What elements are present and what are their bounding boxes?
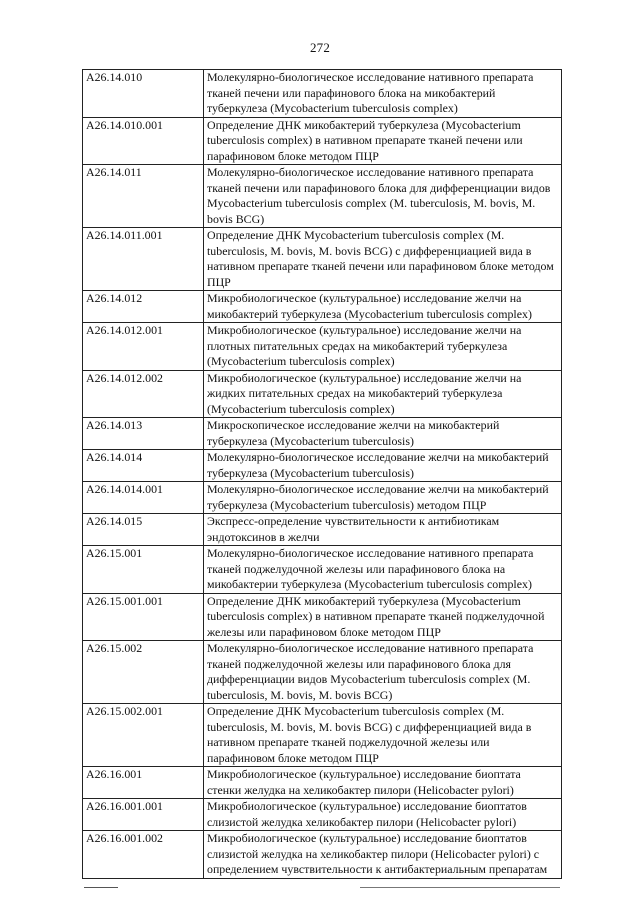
description-line: железы или парафиновом блоке методом ПЦР [207,624,441,639]
description-line: Определение ДНК Mycobacterium tuberculosis complex (M. [207,228,505,242]
table-row [83,291,562,323]
description-line: Микробиологическое (культуральное) исследование биоптата [207,767,521,781]
description-line: слизистой желудка хеликобактер пилори (Helicobacter pylori) [207,814,517,829]
service-code-cell: A26.14.010 [83,70,204,118]
description-line: туберкулеза (Mycobacterium tuberculosis complex) [207,101,458,115]
table-row [83,799,562,831]
service-code-cell: A26.15.001.001 [83,593,204,641]
description-line: Микроскопическое исследование желчи на микобактерий [207,418,500,432]
description-line: tuberculosis complex) в нативном препарате тканей печени или [207,133,523,147]
description-line: микобактерии туберкулеза (Mycobacterium tuberculosis complex) [207,577,532,591]
description-line: Молекулярно-биологическое исследование желчи на микобактерий [207,482,549,496]
page-number: 272 [309,40,331,55]
description-line: Микробиологическое (культуральное) исследование биоптатов [207,799,527,813]
description-line: тканей поджелудочной железы или парафинового блока для [207,656,511,671]
service-code-cell: A26.16.001.002 [83,831,204,879]
service-code-cell: A26.14.015 [83,514,204,546]
description-line: дифференциации видов Mycobacterium tuberculosis complex (M. [207,672,531,686]
service-code-cell: A26.14.011 [83,165,204,228]
description-line: нативном препарате тканей печени или парафиновом блоке методом [207,259,554,273]
service-code-cell: A26.15.002.001 [83,704,204,767]
description-line: (Mycobacterium tuberculosis complex) [207,354,395,368]
service-code-cell: A26.14.013 [83,418,204,450]
description-line: bovis BCG) [207,211,265,226]
service-code-cell: A26.14.012.001 [83,323,204,371]
service-code-cell: A26.14.010.001 [83,117,204,165]
table-row [83,450,562,482]
service-description-cell [204,117,562,165]
description-line: плотных питательных средах на микобактерий туберкулеза [207,338,508,353]
service-description-cell [204,799,562,831]
service-description-cell [204,228,562,291]
service-code-cell: A26.14.014.001 [83,482,204,514]
bottom-divider-right [360,887,560,888]
description-line: Молекулярно-биологическое исследование желчи на микобактерий [207,450,549,464]
description-line: tuberculosis, M. bovis, M. bovis BCG) с дифференциацией вида в [207,719,532,734]
service-description-cell [204,482,562,514]
service-description-cell [204,70,562,118]
description-line: Mycobacterium tuberculosis complex (M. tuberculosis, M. bovis, M. [207,196,536,210]
description-line: жидких питательных средах на микобактерий туберкулеза [207,386,503,400]
table-row [83,514,562,546]
description-line: Микробиологическое (культуральное) исследование желчи на [207,370,522,385]
service-code-cell: A26.14.014 [83,450,204,482]
description-line: Микробиологическое (культуральное) исследование биоптатов [207,831,527,845]
description-line: Молекулярно-биологическое исследование нативного препарата [207,165,534,179]
description-line: Определение ДНК микобактерий туберкулеза (Mycobacterium [207,593,521,608]
service-description-cell [204,546,562,594]
service-description-cell [204,593,562,641]
service-description-cell [204,704,562,767]
description-line: тканей печени или парафинового блока для дифференциации видов [207,180,551,195]
service-code-cell: A26.14.011.001 [83,228,204,291]
description-line: tuberculosis, M. bovis, M. bovis BCG) [207,687,393,702]
table-row [83,117,562,165]
service-description-cell [204,767,562,799]
table-row [83,546,562,594]
service-code-cell: A26.14.012 [83,291,204,323]
service-description-cell [204,641,562,704]
service-description-cell [204,291,562,323]
table-row [83,165,562,228]
service-description-cell [204,450,562,482]
description-line: туберкулеза (Mycobacterium tuberculosis) методом ПЦР [207,497,487,512]
description-line: туберкулеза (Mycobacterium tuberculosis) [207,465,414,480]
service-description-cell [204,165,562,228]
table-row [83,370,562,418]
description-line: туберкулеза (Mycobacterium tuberculosis) [207,433,414,448]
table-row [83,418,562,450]
description-line: ПЦР [207,274,231,289]
service-code-cell: A26.16.001 [83,767,204,799]
description-line: Молекулярно-биологическое исследование нативного препарата [207,546,534,560]
service-description-cell [204,418,562,450]
table-row [83,70,562,118]
table-body [83,70,562,879]
table-row [83,228,562,291]
service-code-cell: A26.14.012.002 [83,370,204,418]
description-line: нативном препарате тканей поджелудочной железы или [207,735,490,749]
service-code-cell: A26.15.001 [83,546,204,594]
description-line: Микробиологическое (культуральное) исследование желчи на [207,291,522,305]
description-line: (Mycobacterium tuberculosis complex) [207,401,395,416]
description-line: тканей печени или парафинового блока на микобактерий [207,85,496,100]
description-line: Определение ДНК микобактерий туберкулеза (Mycobacterium [207,117,521,132]
description-line: Микробиологическое (культуральное) исследование желчи на [207,323,522,337]
service-description-cell [204,514,562,546]
description-line: Молекулярно-биологическое исследование нативного препарата [207,70,534,84]
table-row [83,593,562,641]
service-codes-table [82,69,562,879]
description-line: tuberculosis, M. bovis, M. bovis BCG) с дифференциацией вида в [207,243,532,258]
bottom-divider-left [84,887,118,888]
description-line: Определение ДНК Mycobacterium tuberculosis complex (M. [207,704,505,718]
table-row [83,704,562,767]
table-row [83,641,562,704]
description-line: слизистой желудка на хеликобактер пилори (Helicobacter pylori) с [207,846,540,861]
service-description-cell [204,831,562,879]
service-code-cell: A26.15.002 [83,641,204,704]
service-description-cell [204,370,562,418]
description-line: тканей поджелудочной железы или парафинового блока на [207,561,506,576]
description-line: микобактерий туберкулеза (Mycobacterium tuberculosis complex) [207,306,532,321]
description-line: Молекулярно-биологическое исследование нативного препарата [207,641,534,655]
table-row [83,323,562,371]
service-code-cell: A26.16.001.001 [83,799,204,831]
description-line: Экспресс-определение чувствительности к антибиотикам [207,514,500,528]
table-row [83,482,562,514]
description-line: парафиновом блоке методом ПЦР [207,750,379,765]
description-line: стенки желудка на хеликобактер пилори (Helicobacter pylori) [207,782,514,797]
table-row [83,767,562,799]
description-line: определением чувствительности к антибактериальным препаратам [207,862,548,876]
description-line: эндотоксинов в желчи [207,529,320,544]
table-row [83,831,562,879]
service-description-cell [204,323,562,371]
description-line: парафиновом блоке методом ПЦР [207,148,379,163]
description-line: tuberculosis complex) в нативном препарате тканей поджелудочной [207,609,545,623]
